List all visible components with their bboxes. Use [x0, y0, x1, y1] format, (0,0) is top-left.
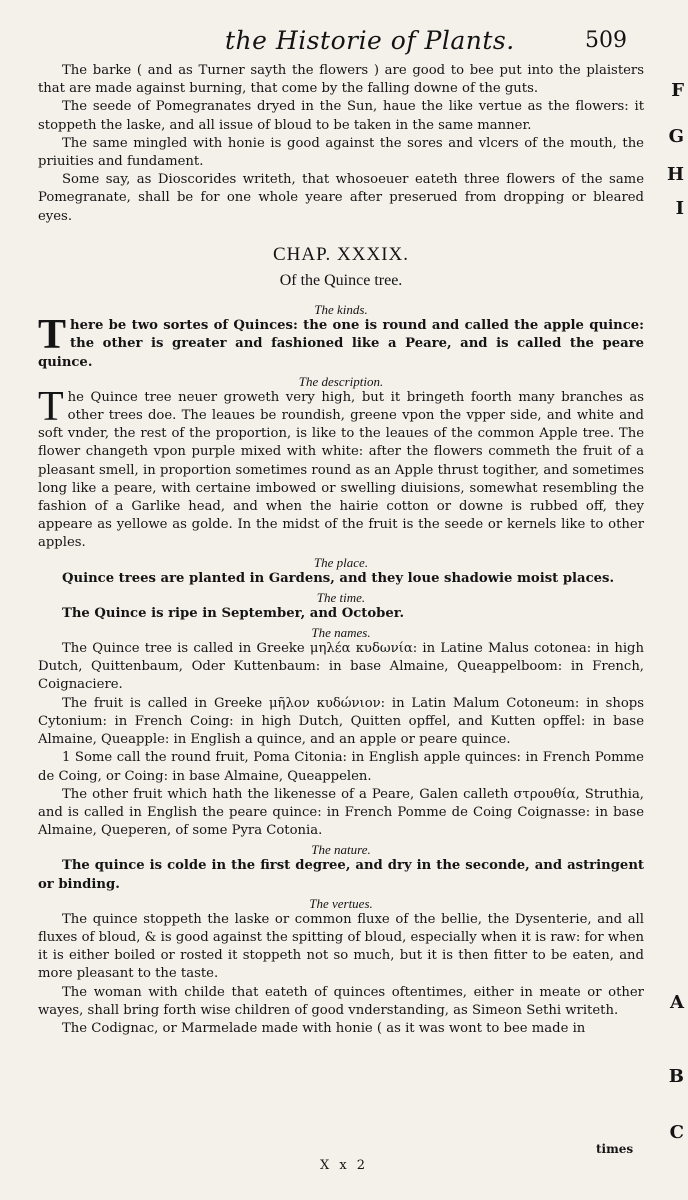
paragraph-dioscorides: Some say, as Dioscorides writeth, that whosoeuer eateth three flowers of the same Pomegranate, shall be for one whole yeare after preserued from dropping or bleared eyes.: [38, 172, 644, 224]
chapter-subtitle: Of the Quince tree.: [279, 272, 403, 290]
heading-place: The place.: [313, 554, 369, 570]
heading-vertues: The vertues.: [309, 895, 373, 911]
paragraph-vertues-childe: The woman with childe that eateth of quinces oftentimes, either in meate or other wayes, shall bring forth wise children of good vnderstanding, as Simeon Sethi writeth.: [38, 984, 644, 1018]
paragraph-kinds: There be two sortes of Quinces: the one is round and called the apple quince: the other is greater and fashioned like a Peare, and is called the peare quince.: [38, 312, 644, 370]
paragraph-vertues-laske: The quince stoppeth the laske or common fluxe of the bellie, the Dysenterie, and all fluxes of bloud, & is good against the spitting of bloud, especially when it is raw: for when it is either boiled or rosted it stoppeth not so much, but it is then fitter to be eaten, and more pleasant to the taste.: [38, 911, 644, 982]
heading-description: The description.: [298, 373, 384, 389]
page-body: [38, 62, 644, 1038]
heading-kinds: The kinds.: [314, 302, 368, 318]
running-title: the Historie of Plants.: [225, 26, 515, 55]
paragraph-names-peare: The other fruit which hath the likenesse of a Peare, Galen calleth στρουθία, Struthia, and is called in English the peare quince: in French Pomme de Coing Coignasse: in base Almaine, Queperen, of some Pyra Cotonia.: [38, 786, 644, 839]
paragraph-nature: The quince is colde in the first degree, and dry in the seconde, and astringent or binding.: [38, 858, 644, 892]
page-header: [0, 20, 688, 60]
paragraph-names-tree: The Quince tree is called in Greeke μηλέα κυδωνία: in Latine Malus cotonea: in high Dutch, Quittenbaum, Oder Kuttenbaum: in base Almaine, Queappelboom: in French, Coignaciere.: [38, 641, 644, 693]
paragraph-seede: The seede of Pomegranates dryed in the Sun, haue the like vertue as the flowers: it stoppeth the laske, and all issue of bloud to be taken in the same manner.: [38, 99, 644, 133]
paragraph-vertues-codignac: The Codignac, or Marmelade made with honie ( as it was wont to bee made in: [62, 1020, 586, 1036]
heading-time: The time.: [316, 589, 366, 605]
margin-letter-h: H: [666, 164, 684, 185]
margin-letter-c: C: [669, 1122, 684, 1143]
margin-letter-b: B: [668, 1066, 684, 1087]
paragraph-names-fruit: The fruit is called in Greeke μῆλον κυδώνιον: in Latin Malum Cotoneum: in shops Cytonium: in French Coing: in high Dutch, Quitten opffel, and Kutten opffel: in base Almaine, Queapple: in English a quince, and an apple or peare quince.: [38, 695, 644, 748]
margin-letter-f: F: [671, 80, 684, 101]
signature-mark: X x 2: [319, 1158, 369, 1173]
margin-letter-i: I: [675, 198, 684, 219]
paragraph-barke: The barke ( and as Turner sayth the flowers ) are good to bee put into the plaisters that are made against burning, that come by the falling downe of the guts.: [38, 63, 644, 97]
margin-letter-a: A: [670, 992, 684, 1013]
catchword: times: [596, 1142, 634, 1156]
paragraph-description: The Quince tree neuer groweth very high, but it bringeth foorth many branches as other trees doe. The leaues be roundish, greene vpon the vpper side, and white and soft vnder, the rest of the proportion, is like to the leaues of the common Apple tree. The flower changeth vpon purple mixed with white: after the flowers commeth the fruit of a pleasant smell, in proportion sometimes round as an Apple thrust togither, and sometimes long like a peare, with certaine imbowed or swelling diuisions, somewhat resembling the fashion of a Garlike head, and when the hairie cotton or downe is rubbed off, they appeare as yellowe as golde. In the midst of the fruit is the seede or kernels like to other apples.: [38, 383, 644, 551]
margin-letter-g: G: [668, 126, 684, 147]
paragraph-time: The Quince is ripe in September, and October.: [62, 605, 405, 621]
paragraph-names-round: 1 Some call the round fruit, Poma Citonia: in English apple quinces: in French Pomme de Coing, or Coing: in base Almaine, Queappelen.: [38, 750, 644, 784]
chapter-title: CHAP. XXXIX.: [272, 243, 410, 265]
paragraph-honie: The same mingled with honie is good against the sores and vlcers of the mouth, the priuities and fundament.: [38, 135, 644, 170]
heading-nature: The nature.: [311, 842, 371, 858]
heading-names: The names.: [311, 625, 371, 641]
page-number: 509: [585, 28, 627, 53]
paragraph-place: Quince trees are planted in Gardens, and they loue shadowie moist places.: [62, 570, 615, 586]
